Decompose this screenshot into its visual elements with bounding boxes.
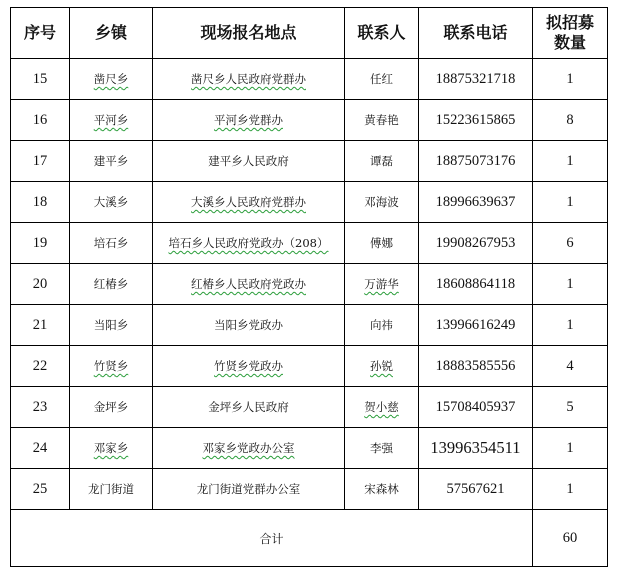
cell-town [70, 100, 153, 141]
cell-location [153, 428, 345, 469]
total-label: 合计 [11, 510, 533, 567]
cell-town: 建平乡 [70, 141, 153, 182]
cell-quota: 8 [533, 100, 608, 141]
cell-contact-text: 贺小慈 [364, 400, 399, 414]
cell-town: 培石乡 [70, 223, 153, 264]
cell-phone: 57567621 [419, 469, 533, 510]
cell-town-text: 平河乡 [93, 113, 129, 127]
cell-town-text: 凿尺乡 [93, 72, 129, 86]
table-row [11, 428, 608, 469]
cell-location-text: 凿尺乡人民政府党群办 [191, 72, 306, 86]
cell-contact: 黄春艳 [345, 100, 419, 141]
cell-quota: 1 [533, 182, 608, 223]
table-row [11, 469, 608, 510]
cell-location [153, 346, 345, 387]
cell-phone: 13996354511 [419, 428, 533, 469]
cell-seq: 17 [11, 141, 70, 182]
cell-quota: 5 [533, 387, 608, 428]
cell-location [153, 59, 345, 100]
cell-quota: 1 [533, 59, 608, 100]
cell-contact: 任红 [345, 59, 419, 100]
cell-town: 龙门街道 [70, 469, 153, 510]
cell-contact [345, 346, 419, 387]
cell-contact: 邓海波 [345, 182, 419, 223]
table-row [11, 59, 608, 100]
cell-contact: 向祎 [345, 305, 419, 346]
cell-location-text: 邓家乡党政办公室 [202, 441, 295, 455]
table-row [11, 387, 608, 428]
cell-seq: 19 [11, 223, 70, 264]
cell-contact: 傅娜 [345, 223, 419, 264]
cell-location: 龙门街道党群办公室 [153, 469, 345, 510]
cell-seq: 16 [11, 100, 70, 141]
table-body [11, 59, 608, 510]
cell-location-text: 平河乡党群办 [214, 113, 283, 127]
cell-seq: 18 [11, 182, 70, 223]
table-row [11, 346, 608, 387]
header-row [11, 8, 608, 59]
table-row [11, 141, 608, 182]
table-row [11, 223, 608, 264]
recruitment-table-sheet [10, 7, 608, 567]
cell-phone: 15708405937 [419, 387, 533, 428]
cell-seq: 25 [11, 469, 70, 510]
cell-contact [345, 387, 419, 428]
cell-town: 金坪乡 [70, 387, 153, 428]
cell-quota: 4 [533, 346, 608, 387]
table-row [11, 264, 608, 305]
cell-location-text: 红椿乡人民政府党政办 [191, 277, 306, 291]
cell-location-text: 大溪乡人民政府党群办 [191, 195, 306, 209]
cell-location: 建平乡人民政府 [153, 141, 345, 182]
total-value: 60 [533, 510, 608, 567]
cell-town: 当阳乡 [70, 305, 153, 346]
cell-town-text: 竹贤乡 [93, 359, 129, 373]
header-phone: 联系电话 [419, 8, 533, 59]
cell-town-text: 邓家乡 [93, 441, 129, 455]
cell-contact-text: 万游华 [364, 277, 399, 291]
cell-location: 金坪乡人民政府 [153, 387, 345, 428]
cell-location [153, 264, 345, 305]
cell-quota: 1 [533, 141, 608, 182]
table-row [11, 305, 608, 346]
cell-location [153, 100, 345, 141]
cell-location: 当阳乡党政办 [153, 305, 345, 346]
cell-phone: 18883585556 [419, 346, 533, 387]
header-quota [533, 8, 608, 59]
cell-town [70, 59, 153, 100]
cell-town [70, 428, 153, 469]
cell-location-text: 竹贤乡党政办 [214, 359, 283, 373]
cell-quota: 6 [533, 223, 608, 264]
cell-seq: 21 [11, 305, 70, 346]
cell-phone: 18875073176 [419, 141, 533, 182]
header-quota-line2: 数量 [553, 33, 586, 52]
cell-seq: 22 [11, 346, 70, 387]
cell-location [153, 182, 345, 223]
cell-location [153, 223, 345, 264]
cell-seq: 24 [11, 428, 70, 469]
header-town: 乡镇 [70, 8, 153, 59]
cell-contact: 宋森林 [345, 469, 419, 510]
cell-quota: 1 [533, 428, 608, 469]
cell-phone: 18608864118 [419, 264, 533, 305]
cell-seq: 20 [11, 264, 70, 305]
cell-town [70, 346, 153, 387]
cell-phone: 13996616249 [419, 305, 533, 346]
cell-town: 红椿乡 [70, 264, 153, 305]
cell-contact: 李强 [345, 428, 419, 469]
cell-location-text: 培石乡人民政府党政办（208） [168, 236, 329, 250]
table-row [11, 100, 608, 141]
cell-phone: 19908267953 [419, 223, 533, 264]
total-row [11, 510, 608, 567]
cell-quota: 1 [533, 469, 608, 510]
cell-phone: 18875321718 [419, 59, 533, 100]
header-quota-line1: 拟招募 [545, 13, 594, 32]
cell-seq: 15 [11, 59, 70, 100]
cell-contact-text: 孙锐 [370, 359, 393, 373]
cell-contact [345, 264, 419, 305]
cell-seq: 23 [11, 387, 70, 428]
cell-quota: 1 [533, 264, 608, 305]
header-contact: 联系人 [345, 8, 419, 59]
cell-town: 大溪乡 [70, 182, 153, 223]
cell-quota: 1 [533, 305, 608, 346]
header-location: 现场报名地点 [153, 8, 345, 59]
table-row [11, 182, 608, 223]
cell-phone: 15223615865 [419, 100, 533, 141]
header-seq: 序号 [11, 8, 70, 59]
cell-phone: 18996639637 [419, 182, 533, 223]
recruitment-table [10, 7, 608, 567]
cell-contact: 谭磊 [345, 141, 419, 182]
